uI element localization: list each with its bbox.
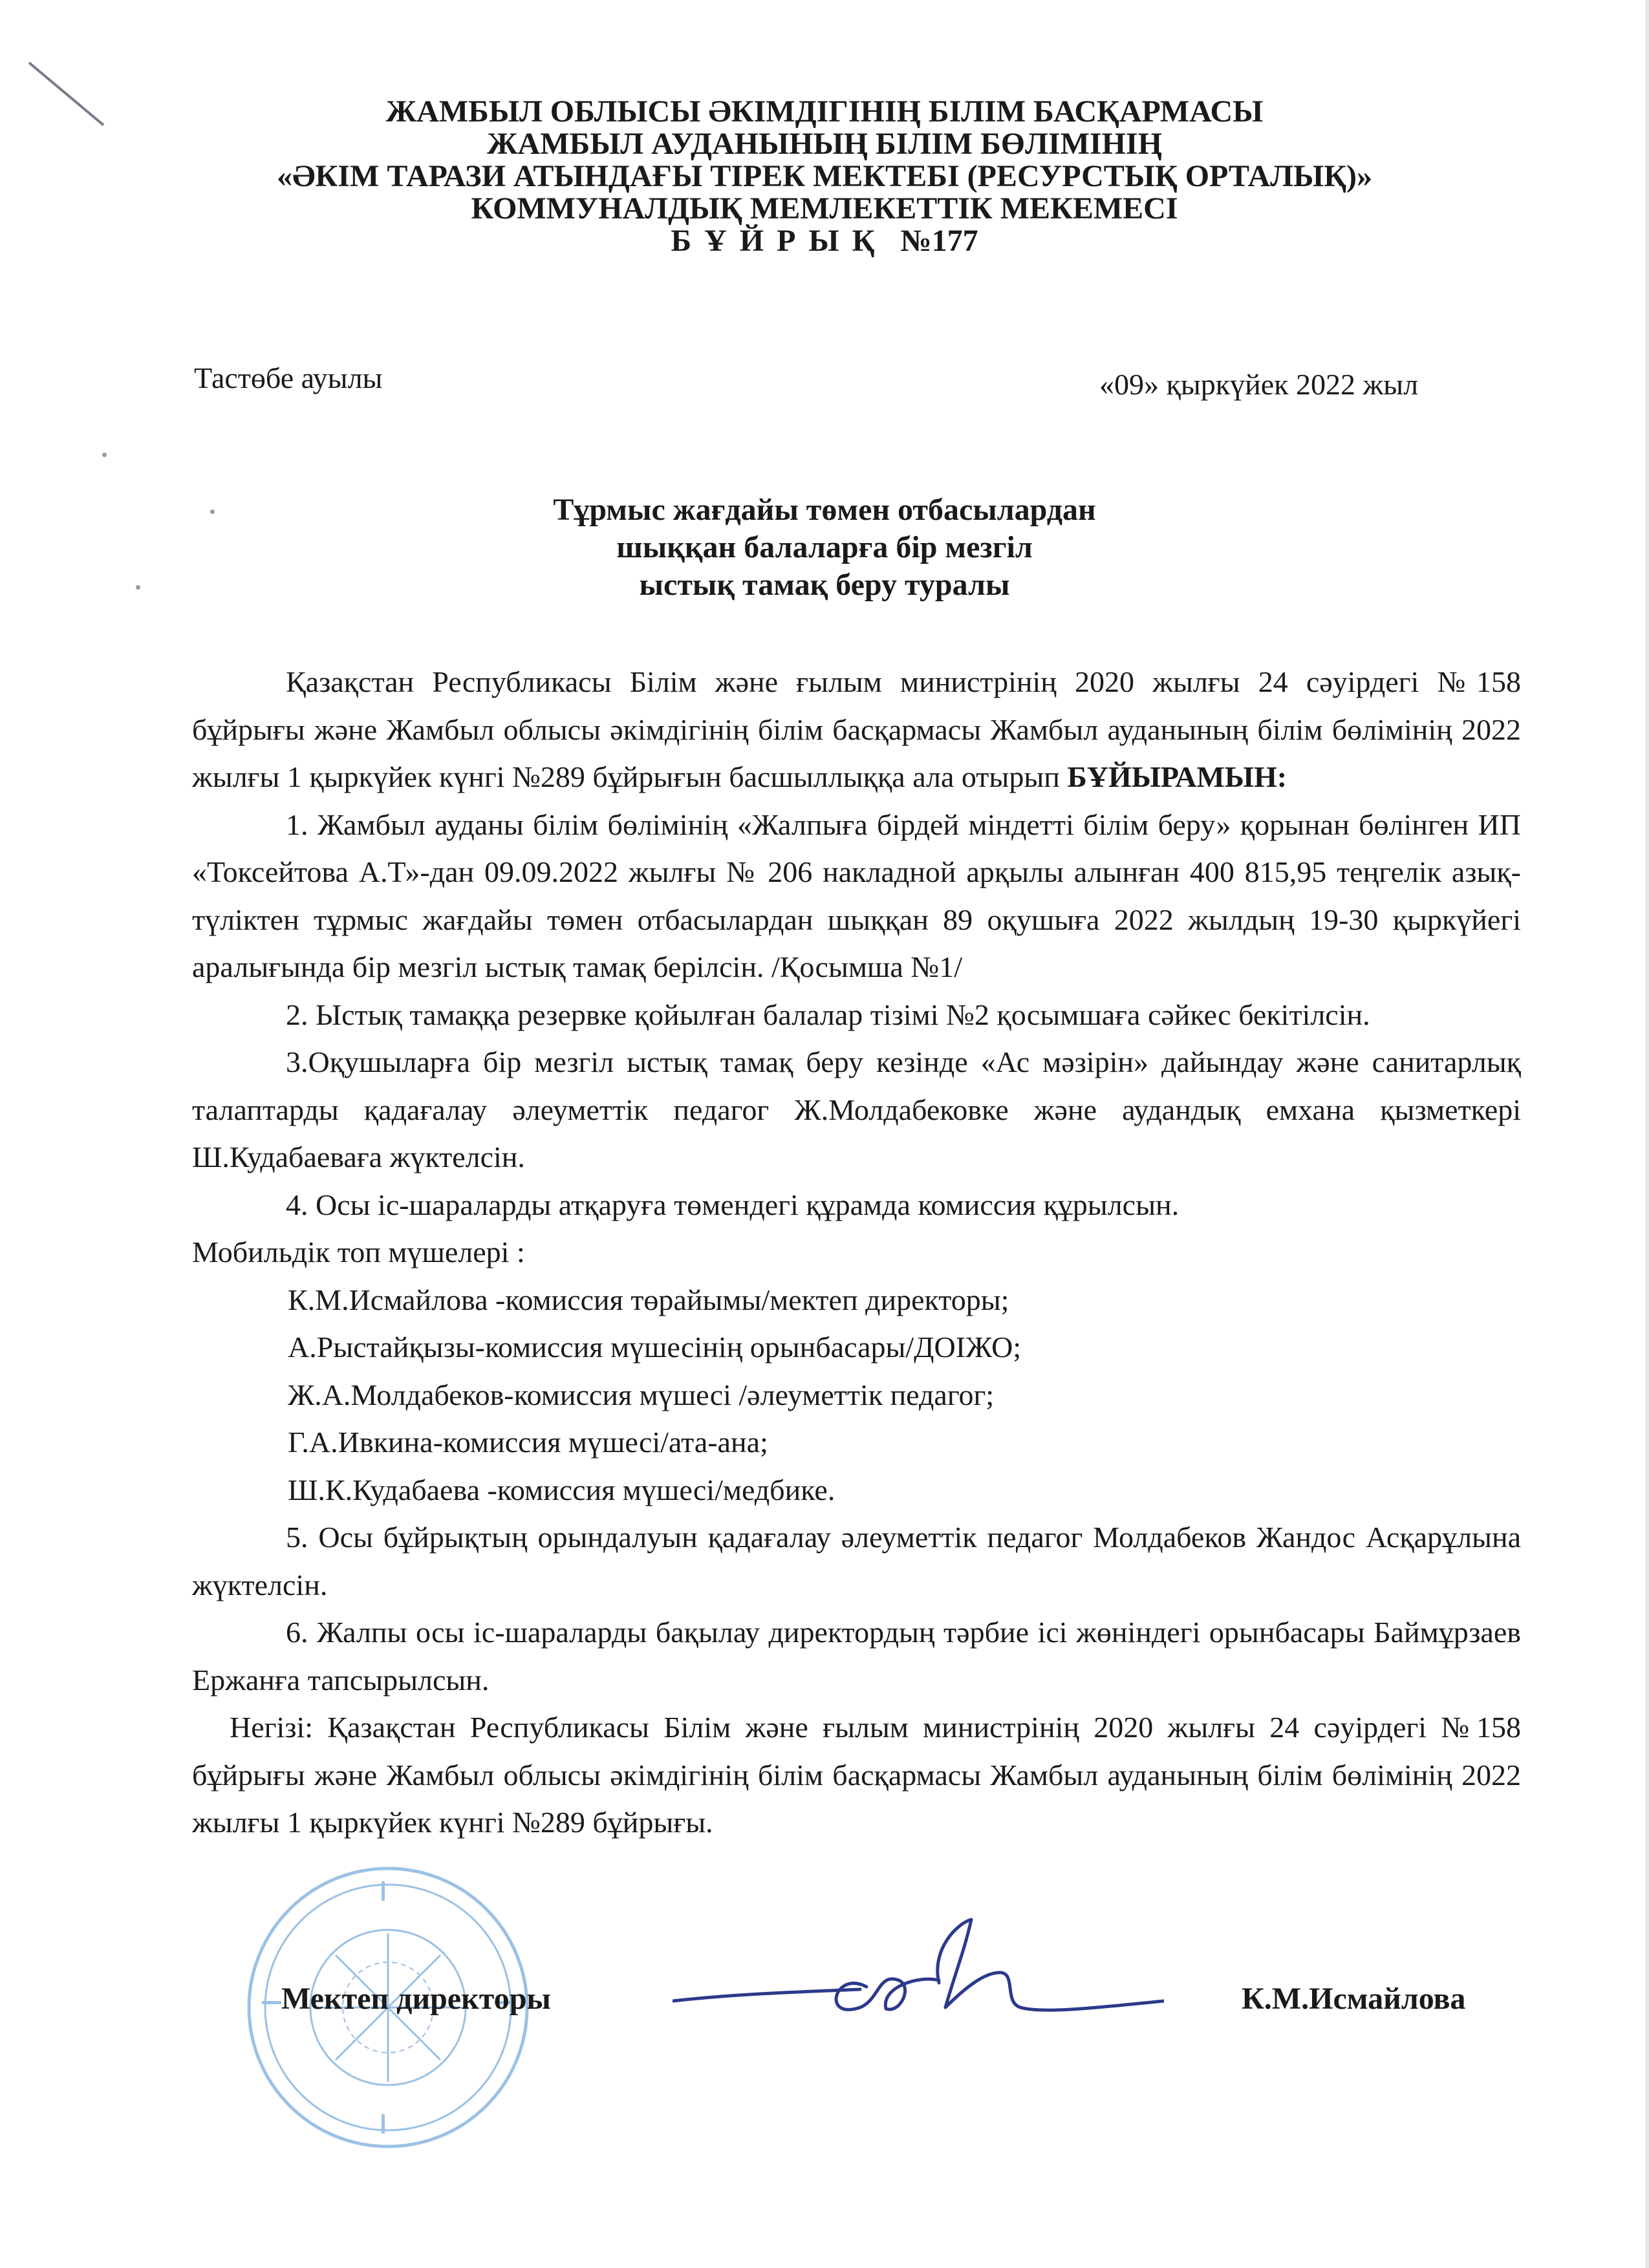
order-item-4: 4. Осы іс-шараларды атқаруға төмендегі құрамда комиссия құрылсын. xyxy=(286,1188,1180,1221)
order-title xyxy=(0,491,1649,604)
order-item-2: 2. Ыстық тамаққа резервке қойылған балалар тізімі №2 қосымшаға сәйкес бекітілсін. xyxy=(286,998,1370,1031)
order-label: Б Ұ Й Р Ы Қ xyxy=(671,224,878,258)
member-item: А.Рыстайқызы-комиссия мүшесінің орынбасары/ДОІЖО; xyxy=(288,1331,1022,1364)
member-item: Ж.А.Молдабеков-комиссия мүшесі /әлеуметтік педагог; xyxy=(288,1378,995,1411)
title-line-3: ыстық тамақ беру туралы xyxy=(639,568,1010,602)
place-name: Тастөбе ауылы xyxy=(194,361,383,394)
header-line-4: КОММУНАЛДЫҚ МЕМЛЕКЕТТІК МЕКЕМЕСІ xyxy=(471,191,1178,226)
basis-paragraph: Негізі: Қазақстан Республикасы Білім және ғылым министрінің 2020 жылғы 24 сәуірдегі №158 бұйрығы және Жамбыл облысы әкімдігінің білім басқармасы Жамбыл ауданының білім бөлімінің 2022 жылғы 1 қыркүйек күнгі №289 бұйрығы. xyxy=(192,1711,1521,1839)
title-line-2: шыққан балаларға бір мезгіл xyxy=(616,530,1033,564)
mobile-group-label: Мобильдік топ мүшелері : xyxy=(192,1236,525,1268)
order-date: «09» қыркүйек 2022 жыл xyxy=(1099,368,1419,401)
order-item-1: 1. Жамбыл ауданы білім бөлімінің «Жалпыға бірдей міндетті білім беру» қорынан бөлінген ИП «Токсейтова А.Т»-дан 09.09.2022 жылғы № 206 накладной арқылы алынған 400 815,95 теңгелік азық-түліктен тұрмыс жағдайы төмен отбасылардан шыққан 89 оқушыға 2022 жылдың 19-30 қыркүйегі аралығында бір мезгіл ыстық тамақ берілсін. /Қосымша №1/ xyxy=(192,808,1521,983)
order-body xyxy=(192,658,1521,1846)
title-line-1: Тұрмыс жағдайы төмен отбасылардан xyxy=(553,493,1096,527)
header-line-1: ЖАМБЫЛ ОБЛЫСЫ ӘКІМДІГІНІҢ БІЛІМ БАСҚАРМАСЫ xyxy=(385,94,1264,129)
header-line-3: «ӘКІМ ТАРАЗИ АТЫНДАҒЫ ТІРЕК МЕКТЕБІ (РЕСУРСТЫҚ ОРТАЛЫҚ)» xyxy=(277,159,1372,193)
order-item-6: 6. Жалпы осы іс-шараларды бақылау директордың тәрбие ісі жөніндегі орынбасары Баймұрзаев Ержанға тапсырылсын. xyxy=(192,1616,1521,1696)
member-item: Ш.К.Кудабаева -комиссия мүшесі/медбике. xyxy=(288,1473,835,1506)
header-line-2: ЖАМБЫЛ АУДАНЫНЫҢ БІЛІМ БӨЛІМІНІҢ xyxy=(487,127,1162,161)
order-number: №177 xyxy=(900,224,978,258)
order-emphasis: БҰЙЫРАМЫН: xyxy=(1067,760,1288,793)
order-item-3: 3.Оқушыларға бір мезгіл ыстық тамақ беру кезінде «Ас мәзірін» дайындау және санитарлық талаптарды қадағалау әлеуметтік педагог Ж.Молдабековке және аудандық емхана қызметкері Ш.Кудабаеваға жүктелсін. xyxy=(192,1045,1521,1173)
scan-edge xyxy=(1645,0,1649,2268)
member-item: К.М.Исмайлова -комиссия төрайымы/мектеп директоры; xyxy=(288,1283,1009,1316)
signatory-position: Мектеп директоры xyxy=(281,1982,551,2016)
signature-row xyxy=(0,1972,1649,2049)
order-item-5: 5. Осы бұйрықтың орындалуын қадағалау әлеуметтік педагог Молдабеков Жандос Асқарұлына жүктелсін. xyxy=(192,1521,1521,1601)
preamble-text: Қазақстан Республикасы Білім және ғылым министрінің 2020 жылғы 24 сәуірдегі №158 бұйрығы және Жамбыл облысы әкімдігінің білім басқармасы Жамбыл ауданының білім бөлімінің 2022 жылғы 1 қыркүйек күнгі №289 бұйрығын басшыллыққа ала отырып xyxy=(192,665,1521,793)
signatory-name: К.М.Исмайлова xyxy=(1242,1982,1466,2016)
order-line xyxy=(0,225,1649,257)
document-header xyxy=(0,96,1649,257)
member-item: Г.А.Ивкина-комиссия мүшесі/ата-ана; xyxy=(288,1426,768,1459)
scan-speck xyxy=(102,453,107,457)
preamble-paragraph xyxy=(192,658,1521,801)
